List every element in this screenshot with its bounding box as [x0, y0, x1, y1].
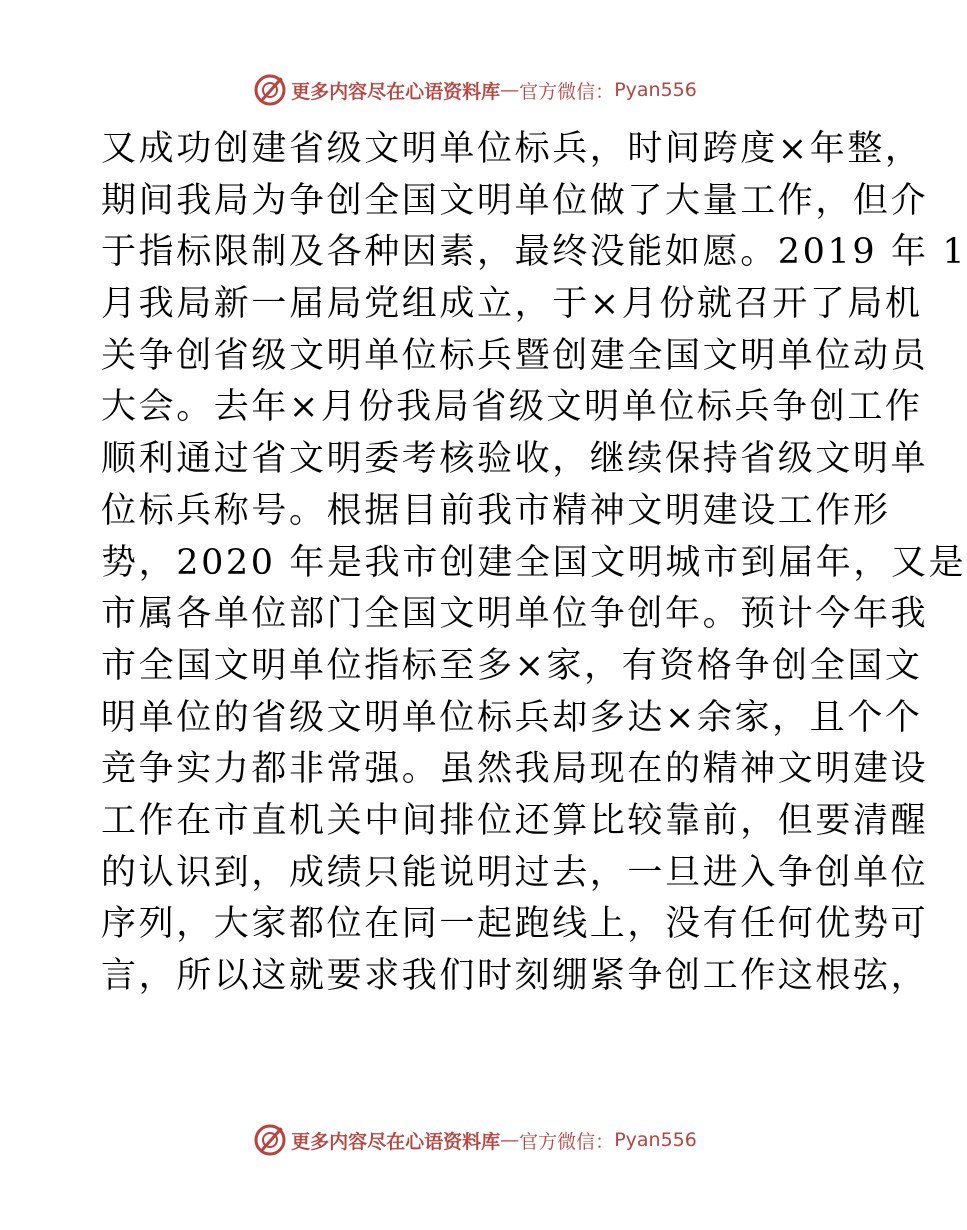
- text-line: 又成功创建省级文明单位标兵，时间跨度×年整，: [101, 129, 923, 169]
- text-line: 明单位的省级文明单位标兵却多达×余家，且个个: [101, 697, 923, 738]
- footer-watermark: [0, 1120, 950, 1160]
- text-line: 于指标限制及各种因素，最终没能如愿。2019 年 1: [101, 232, 967, 273]
- brand-logo-icon: [253, 1123, 287, 1157]
- banner-handle: Pyan556: [614, 79, 697, 101]
- text-line: 位标兵称号。根据目前我市精神文明建设工作形: [101, 490, 891, 531]
- banner-brand: 更多内容尽在心语资料库: [291, 80, 501, 103]
- banner-handle: Pyan556: [614, 1129, 697, 1151]
- brand-logo-icon: [253, 73, 287, 107]
- text-line: 竞争实力都非常强。虽然我局现在的精神文明建设: [101, 749, 929, 790]
- banner-brand: 更多内容尽在心语资料库: [291, 1130, 501, 1153]
- banner-separator: —: [500, 1129, 520, 1151]
- text-line: 月我局新一届局党组成立，于×月份就召开了局机: [101, 284, 923, 325]
- text-line: 期间我局为争创全国文明单位做了大量工作，但介: [101, 180, 929, 221]
- text-line: 的认识到，成绩只能说明过去，一旦进入争创单位: [101, 852, 929, 893]
- text-line: 工作在市直机关中间排位还算比较靠前，但要清醒: [101, 800, 929, 841]
- text-line: 势，2020 年是我市创建全国文明城市到届年，又是: [101, 542, 967, 583]
- text-line: 市属各单位部门全国文明单位争创年。预计今年我: [101, 594, 929, 635]
- banner-label: 官方微信：: [519, 80, 615, 103]
- banner-separator: —: [500, 79, 520, 101]
- body-paragraph: [101, 124, 967, 1003]
- text-line: 顺利通过省文明委考核验收，继续保持省级文明单: [101, 439, 929, 480]
- text-line: 序列，大家都位在同一起跑线上，没有任何优势可: [101, 904, 929, 945]
- header-watermark: [0, 70, 950, 110]
- text-line: 关争创省级文明单位标兵暨创建全国文明单位动员: [101, 335, 929, 376]
- text-line: 言，所以这就要求我们时刻绷紧争创工作这根弦，: [101, 956, 929, 996]
- banner-label: 官方微信：: [519, 1130, 615, 1153]
- text-line: 大会。去年×月份我局省级文明单位标兵争创工作: [101, 387, 923, 428]
- text-line: 市全国文明单位指标至多×家，有资格争创全国文: [101, 645, 923, 686]
